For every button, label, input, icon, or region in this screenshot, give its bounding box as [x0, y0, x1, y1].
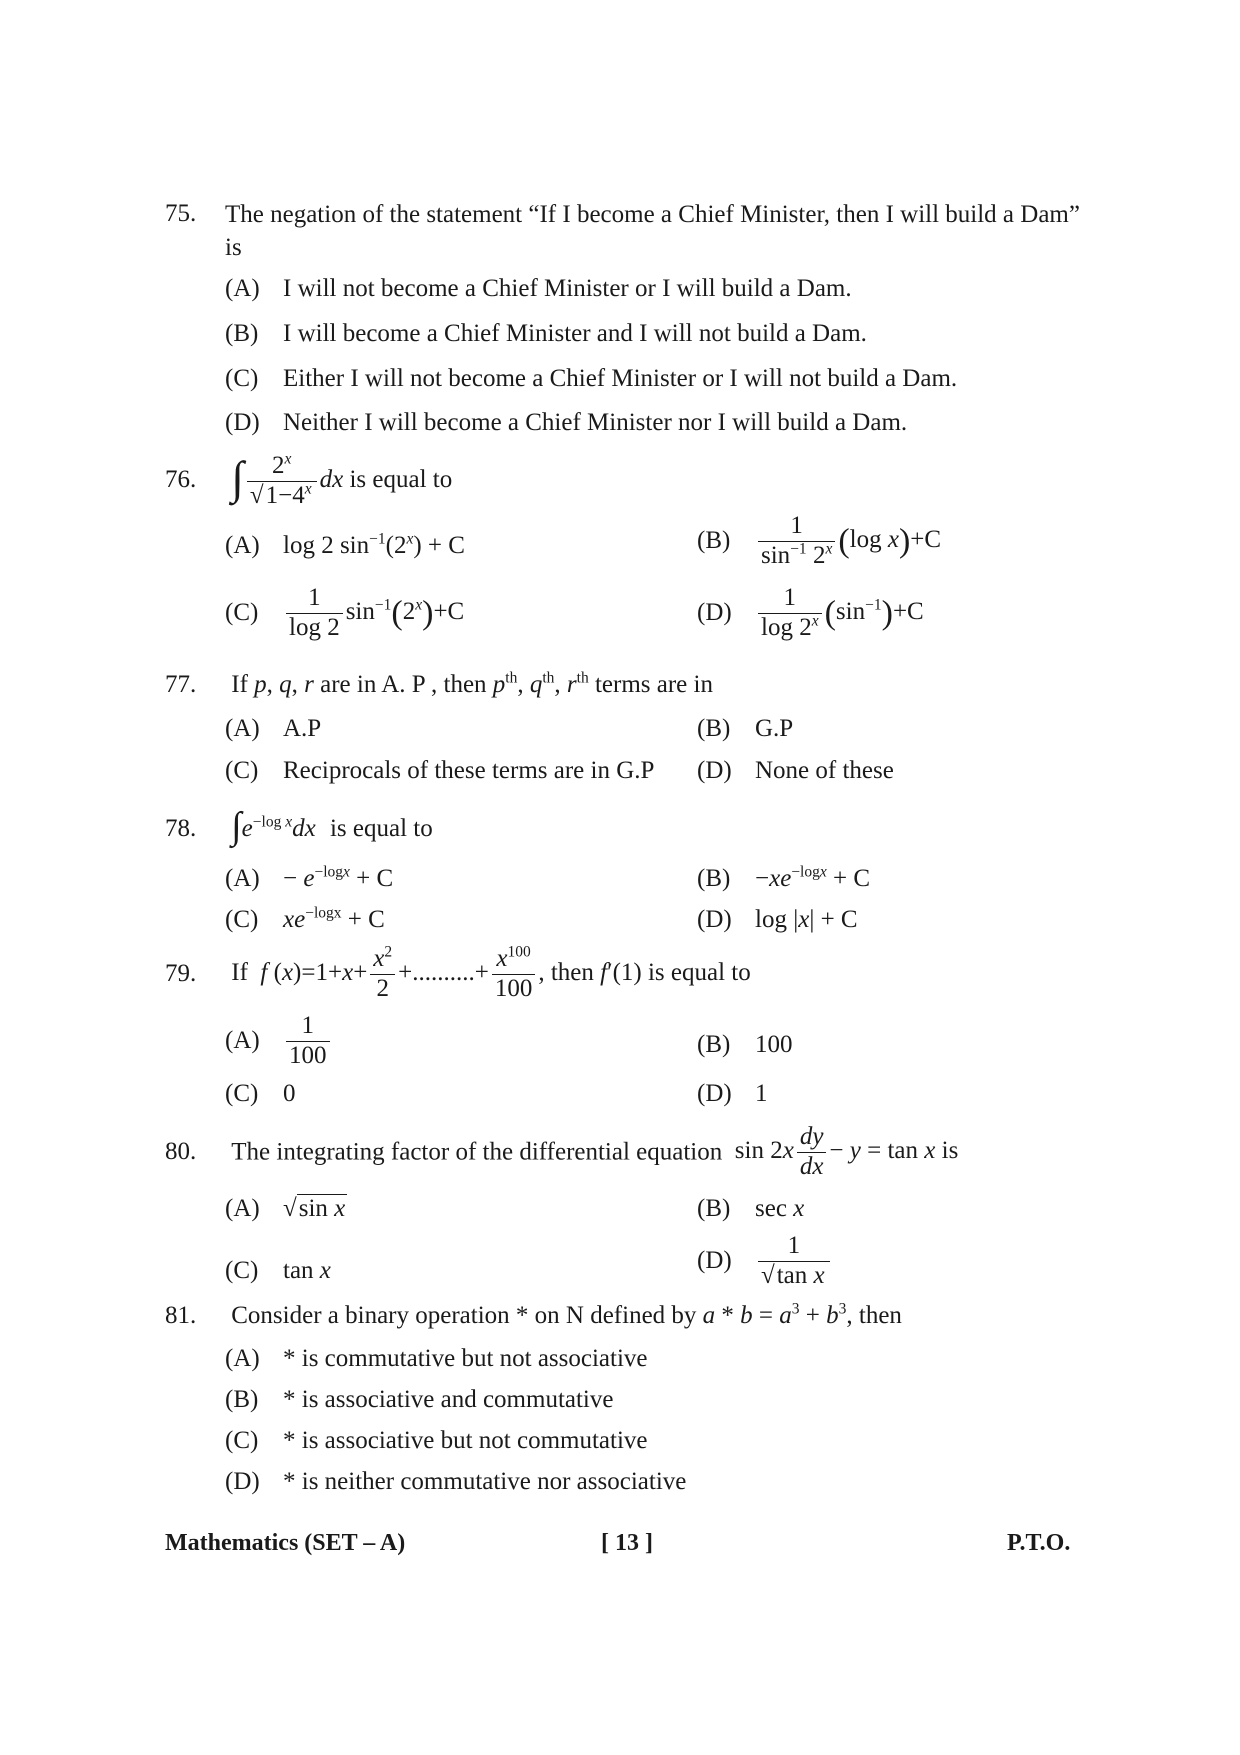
question-81	[165, 1302, 902, 1330]
question-text: The integrating factor of the differential equation	[231, 1138, 723, 1166]
option-a: (A) $\frac{1}{100}$	[225, 1012, 333, 1071]
option-d: (D) 1	[697, 1080, 768, 1107]
question-number: 80.	[165, 1138, 197, 1166]
question-number: 78.	[165, 814, 197, 842]
footer-subject: Mathematics (SET – A)	[165, 1530, 406, 1556]
option-a: (A) * is commutative but not associative	[225, 1345, 648, 1372]
option-b: $(B) -xe^{-logx} + C$	[697, 863, 871, 892]
integral-expression: ∫ $\frac{2^x}{√1-4^x}$ dx	[231, 450, 344, 509]
question-text: is equal to	[349, 465, 453, 493]
function-expression: If f (x)=1+x+ $\frac{x^2}{2}$ +..........+ $\frac{x^{100}}{100}$ , then f′(1)	[231, 943, 642, 1002]
option-a: (A) log 2 $\sin^{-1}(2^x) + C$	[225, 530, 465, 559]
question-text: Consider a binary operation * on N defined by	[231, 1302, 697, 1329]
question-text: is equal to	[647, 958, 751, 986]
option-d: (D) $\frac{1}{\text{√tan x}}$	[697, 1232, 833, 1291]
option-c: (C) $xe^{-logx} + C$	[225, 904, 385, 933]
option-c: (C) Either I will not become a Chief Minister or I will not build a Dam.	[225, 365, 958, 392]
question-text: The negation of the statement “If I become a Chief Minister, then I will build a Dam” is	[225, 201, 1080, 261]
option-c: (C) $\frac{1}{\log 2}$ $\sin^{-1}(2^x)+C$	[225, 584, 465, 641]
option-a: (A) √sin x	[225, 1195, 346, 1222]
footer-pto: P.T.O.	[1007, 1530, 1071, 1556]
integral-expression: $\int e^{-log x}dx$	[231, 805, 316, 847]
option-d: (D) log |x| + C	[697, 906, 858, 933]
differential-equation: sin 2x $\frac{dy}{dx}$ − y = tan x is	[728, 1123, 959, 1180]
option-c: (C) * is associative but not commutative	[225, 1427, 648, 1454]
option-c: (C) 0	[225, 1080, 296, 1107]
option-b: (B) 100	[697, 1031, 793, 1058]
footer-page-number: [ 13 ]	[601, 1530, 653, 1556]
option-b: (B) sec x	[697, 1195, 805, 1222]
option-b: (B) G.P	[697, 715, 794, 742]
option-c: (C) tan x	[225, 1257, 331, 1284]
question-text: If p, q, r are in A. P , then $p^{th}$, $q^{th}$, $r^{th}$ terms are in	[231, 669, 713, 698]
option-a: (A) A.P	[225, 715, 322, 742]
option-c: (C) Reciprocals of these terms are in G.P	[225, 757, 655, 784]
question-number: 81.	[165, 1302, 197, 1329]
question-number: 76.	[165, 465, 197, 493]
option-d: (D) Neither I will become a Chief Minister nor I will build a Dam.	[225, 409, 908, 436]
option-a: (A) I will not become a Chief Minister or I will build a Dam.	[225, 275, 852, 302]
option-d: (D) None of these	[697, 757, 894, 784]
question-77	[165, 671, 713, 699]
question-number: 75.	[165, 200, 197, 227]
option-b: (B) $\frac{1}{\sin^{-1} 2^x}$ (log x)+C	[697, 512, 942, 569]
option-d: (D) * is neither commutative nor associative	[225, 1468, 687, 1495]
question-78	[165, 805, 433, 852]
option-a: $(A) - e^{-logx} + C$	[225, 863, 394, 892]
question-text: is equal to	[329, 814, 433, 842]
question-79	[165, 945, 751, 1004]
question-number: 77.	[165, 671, 197, 698]
option-b: (B) I will become a Chief Minister and I will not build a Dam.	[225, 320, 867, 347]
question-76	[165, 452, 452, 511]
option-b: (B) * is associative and commutative	[225, 1386, 614, 1413]
operation-definition: $a * b = a^3 + b^3$, then	[702, 1300, 902, 1329]
question-number: 79.	[165, 960, 197, 988]
question-80	[165, 1123, 958, 1182]
option-d: (D) $\frac{1}{\log 2^x}$ $(\sin^{-1})+C$	[697, 584, 924, 641]
